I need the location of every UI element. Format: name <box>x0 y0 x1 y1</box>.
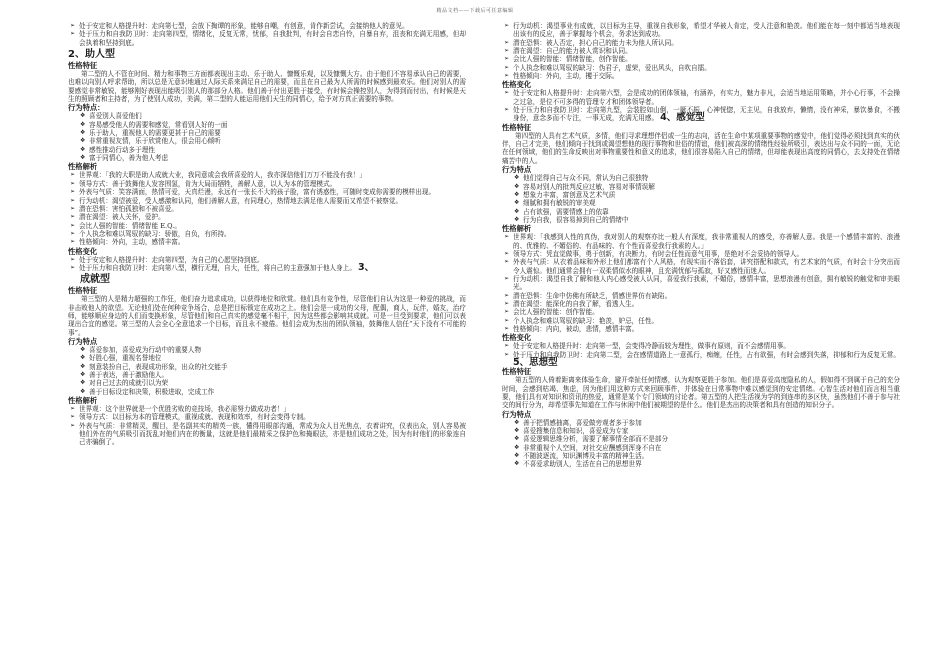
diamond-bullet-icon: ❖ <box>80 354 86 362</box>
section-number: 4、感觉型 <box>660 112 705 124</box>
bullet-text: 容易对别人的批判反应过敏，容易对事情误解 <box>523 182 655 191</box>
subsection-heading: 性格特征 <box>68 286 98 296</box>
bullet-text: 外表与气质：非常精灵，醒目，是名副其实的精英一族，懂得用眼部沟通，常成为众人目光焦点，衣着讲究，仪表出众，别人容易被他们外在的气质吸引而抚乱对他们内在的衡量，这就是他们最精采之保护色和掩眼法，亦是他们成功之处，因为有时他们的形象连自己亦骗倒了。 <box>79 421 466 447</box>
feature-bullet <box>512 419 900 427</box>
bullet-text: 世界观：「我的大职是助人成就大业，我同意或会我所喜爱的人，我亦深信他们万万不能没有我！」 <box>79 171 366 180</box>
diamond-bullet-icon: ❖ <box>80 345 86 353</box>
bullet-text: 处于压力和自我防卫时：走向第四型，情绪化，反复无常，忧郁，自我批判，有时会自恋自怜，自暴自弃，沮丧和充满无用感，但却会执着和坚持到底。 <box>79 30 466 47</box>
diamond-bullet-icon: ❖ <box>80 387 86 395</box>
analysis-bullet <box>68 171 466 179</box>
analysis-bullet <box>502 325 900 333</box>
diamond-bullet-icon: ❖ <box>80 145 86 153</box>
arrow-bullet-icon: ➢ <box>504 106 510 114</box>
analysis-bullet <box>68 261 466 273</box>
arrow-bullet-icon: ➢ <box>70 204 76 212</box>
bullet-text: 领导方式：以目标为本的管理模式，重视成就、表现和效率，有时会变得专制。 <box>79 413 310 422</box>
diamond-bullet-icon: ❖ <box>514 418 520 426</box>
subsection-heading: 行为特点 <box>502 165 532 175</box>
bullet-text: 处于压力和自我防卫时：走向第二型，会在感情道路上一意孤行，痴缠，任性，占有欲强，有时会感到失落，抑郁和行为反复无常。 <box>513 350 900 359</box>
arrow-bullet-icon: ➢ <box>70 30 76 38</box>
feature-bullet <box>512 216 900 224</box>
subsection-heading: 行为特点 <box>502 409 532 419</box>
diamond-bullet-icon: ❖ <box>514 174 520 182</box>
bullet-text: 领导方式：凭直觉做事，勇于创新，有决断力，有时会任性而意气用事，是绝对不会妥协的领导人。 <box>513 249 804 258</box>
feature-bullet <box>512 183 900 191</box>
arrow-bullet-icon: ➢ <box>70 171 76 179</box>
analysis-bullet <box>68 222 466 230</box>
right-column <box>502 22 900 469</box>
page-header: 精品文档——下载后可任意编辑 <box>436 8 514 14</box>
arrow-bullet-icon: ➢ <box>504 47 510 55</box>
feature-bullet <box>78 112 466 120</box>
analysis-bullet <box>502 317 900 325</box>
diamond-bullet-icon: ❖ <box>80 371 86 378</box>
feature-bullet <box>78 154 466 162</box>
diamond-bullet-icon: ❖ <box>514 190 520 198</box>
diamond-bullet-icon: ❖ <box>514 435 520 443</box>
subsection-heading: 性格变化 <box>502 80 532 90</box>
section-number: 5、思想型 <box>513 357 558 369</box>
analysis-bullet <box>502 106 900 123</box>
arrow-bullet-icon: ➢ <box>70 196 76 204</box>
feature-bullet <box>78 363 466 371</box>
bullet-text: 性格倾向：外向，主动，攫于交际。 <box>513 72 619 81</box>
bullet-text: 善于把情感抽离，喜爱做旁观者多于参加 <box>523 418 642 427</box>
feature-bullet <box>512 435 900 443</box>
analysis-bullet <box>68 256 466 264</box>
analysis-bullet <box>68 213 466 221</box>
bullet-text: 处于压力和自我防卫时：走向第九型，会装腔如山倒，一厥不振，心神恍惚，无主见，自我放弃，懒惰，没有神采，暴饮暴食，不搬身份，意念多而不专注，一事无成，充满无用感。 <box>513 106 900 123</box>
section-title: 成就型 <box>80 274 110 286</box>
diamond-bullet-icon: ❖ <box>80 129 86 137</box>
arrow-bullet-icon: ➢ <box>504 299 510 307</box>
bullet-text: 潜在恐惧：害怕孤独和不被喜爱。 <box>79 204 178 213</box>
feature-bullet <box>78 146 466 154</box>
diamond-bullet-icon: ❖ <box>514 427 520 435</box>
arrow-bullet-icon: ➢ <box>70 421 76 429</box>
bullet-text: 喜爱参加，喜爱成为行动中的重要人物 <box>89 345 202 354</box>
arrow-bullet-icon: ➢ <box>504 350 510 358</box>
analysis-bullet <box>68 422 466 447</box>
analysis-bullet <box>502 22 900 39</box>
feature-bullet <box>78 121 466 129</box>
bullet-text: 细腻和拥有敏锐的审美观 <box>523 199 596 208</box>
subsection-heading: 性格变化 <box>502 333 532 343</box>
arrow-bullet-icon: ➢ <box>70 22 76 29</box>
bullet-text: 刻意装扮自己，表现成功形象，出众的社交能手 <box>89 362 228 371</box>
bullet-text: 不随波逐流，知识渊博及丰富的精神生活。 <box>523 452 649 461</box>
bullet-text: 潜在恐惧：生命中仿佛有所缺乏，情感世界仿有缺陷。 <box>513 291 672 300</box>
analysis-bullet <box>68 188 466 196</box>
arrow-bullet-icon: ➢ <box>504 249 510 257</box>
arrow-bullet-icon: ➢ <box>504 233 510 241</box>
bullet-text: 性格倾向：外向，主动，感情丰富。 <box>79 238 185 247</box>
bullet-text: 不喜爱求助别人，生活在自己的思想世界 <box>523 460 642 469</box>
diamond-bullet-icon: ❖ <box>514 199 520 207</box>
bullet-text: 喜爱搜集信息和知识，喜爱成为专家 <box>523 427 629 436</box>
feature-bullet <box>78 137 466 145</box>
bullet-text: 世界观：这个世界就是一个优胜劣败的竞技场，我必需努力做成功者！」 <box>79 405 290 414</box>
subsection-heading: 性格特征 <box>502 122 532 132</box>
arrow-bullet-icon: ➢ <box>504 258 510 266</box>
bullet-text: 处于压力和自我防卫时：走向第八型，横行无理，自大，任性，将自己的主意强加于他人身上。 <box>79 263 356 272</box>
bullet-text: 乐于助人，重视他人的需要更甚于自己的需要 <box>89 129 221 138</box>
section-number: 3、 <box>358 261 375 273</box>
arrow-bullet-icon: ➢ <box>504 63 510 71</box>
arrow-bullet-icon: ➢ <box>504 89 510 97</box>
bullet-text: 容易感受他人的需要和感觉，常看别人好的一面 <box>89 120 228 129</box>
body-paragraph: 第三型的人是精力超强的工作狂，他们奋力追求成功，以获得地位和欣赏。他们具有竞争性，尽管他们自认为这是一种爱的挑战，而非击败他人的欲望。无论他们处在何种竞争场合，总是把目标锁定在成功之上。他们会是一成功的父母，配偶，商人，玩伴，婚友，治疗师，能够顺应身边的人们而变换形象，尽管他们和自己真实的感觉毫不相干，因为这些都会影响其成就。可是一旦受到要求，他们可以表现出合宜的感觉。第三型的人会全心全意追求一个目标，而且永不疲倦。他们会成为杰出的团队领袖，鼓舞他人信任“天下没有不可能的事”。 <box>68 295 466 337</box>
analysis-bullet <box>502 233 900 250</box>
bullet-text: 外表与气质：笑容满面，热情可爱，天真烂漫，永远有一张长不大的孩子脸，富有诱惑性，可随时变成你需要的模样出现。 <box>79 188 436 197</box>
feature-bullet <box>512 208 900 216</box>
diamond-bullet-icon: ❖ <box>80 112 86 120</box>
arrow-bullet-icon: ➢ <box>70 213 76 221</box>
bullet-text: 处于安定和人格提升时：走向第四型，为自己的心愿坚持到底。 <box>79 255 264 264</box>
bullet-text: 潜在渴望：被人关怀，爱护。 <box>79 213 165 222</box>
arrow-bullet-icon: ➢ <box>504 72 510 80</box>
arrow-bullet-icon: ➢ <box>70 238 76 246</box>
feature-bullet <box>512 460 900 468</box>
bullet-text: 会比人强的智能：情绪智能 E.Q.。 <box>79 221 181 230</box>
bullet-text: 行为自我，很容易掉到自己的情绪中 <box>523 215 629 224</box>
feature-bullet <box>78 388 466 396</box>
diamond-bullet-icon: ❖ <box>514 443 520 451</box>
arrow-bullet-icon: ➢ <box>70 413 76 421</box>
analysis-bullet <box>502 258 900 275</box>
feature-bullet <box>512 199 900 207</box>
subsection-heading: 性格解析 <box>68 162 98 172</box>
analysis-bullet <box>68 230 466 238</box>
analysis-bullet <box>502 351 900 368</box>
diamond-bullet-icon: ❖ <box>514 215 520 223</box>
section-title: 2、助人型 <box>68 49 115 61</box>
arrow-bullet-icon: ➢ <box>70 263 76 271</box>
analysis-bullet <box>68 413 466 421</box>
arrow-bullet-icon: ➢ <box>70 221 76 229</box>
bullet-text: 善于目标设定和决策，积极进取，完成工作 <box>89 387 215 396</box>
diamond-bullet-icon: ❖ <box>514 452 520 460</box>
bullet-text: 好胜心强，重视名誉地位 <box>89 354 162 363</box>
bullet-text: 感性推动行动多于理性 <box>89 145 155 154</box>
bullet-text: 喜爱逻辑思维分析，需要了解事情全部而不是部分 <box>523 435 669 444</box>
arrow-bullet-icon: ➢ <box>504 291 510 299</box>
analysis-bullet <box>68 30 466 47</box>
bullet-text: 喜爱别人喜爱他们 <box>89 112 142 121</box>
bullet-text: 潜在渴望：能深化的自我了解，看透人生。 <box>513 299 639 308</box>
arrow-bullet-icon: ➢ <box>70 229 76 237</box>
bullet-text: 善于表达，善于激励他人。 <box>89 371 169 379</box>
analysis-bullet <box>502 64 900 72</box>
bullet-text: 潜在恐惧：被人否定，担心自己的能力未为他人所认同。 <box>513 38 678 47</box>
bullet-text: 他们觉得自己与众不同，常认为自己很独特 <box>523 174 649 183</box>
diamond-bullet-icon: ❖ <box>514 207 520 215</box>
arrow-bullet-icon: ➢ <box>70 179 76 187</box>
bullet-text: 会比人强的智能：情绪智能，创作智能。 <box>513 55 632 64</box>
bullet-text: 领导方式：善于鼓舞他人发容围氢，肯为大局而牺牲，善解人意，以人为本的管理模式。 <box>79 179 337 188</box>
arrow-bullet-icon: ➢ <box>504 308 510 316</box>
subsection-heading: 行为特点： <box>68 103 105 113</box>
feature-bullet <box>512 444 900 452</box>
analysis-bullet <box>68 205 466 213</box>
subsection-heading: 性格特征 <box>502 367 532 377</box>
subsection-heading: 性格解析 <box>68 396 98 406</box>
subsection-heading: 性格变化 <box>68 246 98 256</box>
feature-bullet <box>512 174 900 182</box>
arrow-bullet-icon: ➢ <box>504 342 510 350</box>
arrow-bullet-icon: ➢ <box>504 316 510 324</box>
bullet-text: 处于安定和人格提升时：走向第一型，会变得冷静而较为理性，做事有原则，而不会感情用事。 <box>513 342 790 351</box>
body-paragraph: 第二型的人不管在时间、精力和事物三方面都表现出主动、乐于助人、慷慨乐观，以及慷慨大方。由于他们不容易承认自己的需要，也难以向别人呼求帮助，所以总是无意识地通过人际关系来满足自己的需要，而且在自己最为人所需的时候感到最欢乐。他们对别人的需要感觉非常敏锐，能够刚好表现出能吸引别人的那部分人格。他们善于付出更胜于接受，有时候会操控别人，为得到而付出，有时候是天生的照顾者和主持者，为了使别人成功，美满，第二型的人能运用他们天生的同情心，给予对方真正需要的事物。 <box>68 70 466 104</box>
body-paragraph: 第五型的人倚着距离来体验生命，避开牵扯任何情感，认为观察更胜于参加。他们是喜爱高度隐私的人，假如得不到属于自己的充分时间，会感到枯竭、焦虑，因为他们用这种方式来回顾事件，并体验在日常事物中难以感觉到的安定情绪。心智生活对他们而言相当重要，他们具有对知识和资讯的热爱，通常是某个专门领域的讨论者。第五型的人把生活视为学的到连串的多区快，虽然他们不善于参与社交的间行分为，却希望事先知道在工作与休闲中他们被期望的是什么。他们是杰出的决策者和具有创造的知识分子。 <box>502 376 900 410</box>
subsection-heading: 性格特征 <box>68 61 98 71</box>
diamond-bullet-icon: ❖ <box>514 460 520 468</box>
subsection-heading: 行为特点 <box>68 336 98 346</box>
arrow-bullet-icon: ➢ <box>504 274 510 282</box>
diamond-bullet-icon: ❖ <box>80 154 86 162</box>
bullet-text: 世界观：「我感到人性的真伪，我对别人的观察亦比一般人有深度，我非常重视人的感受，亦善解人意。我是一个感情丰富的、浪漫的、优雅的、不媚俗的、有品味的、有个性而喜爱我行我素的人。」 <box>513 233 900 250</box>
analysis-bullet <box>502 72 900 80</box>
diamond-bullet-icon: ❖ <box>80 120 86 128</box>
bullet-text: 个人执念和难以驾驭的缺习：艳羡，妒忌，任性。 <box>513 316 659 325</box>
bullet-text: 会比人强的智能：创作智能。 <box>513 308 599 317</box>
bullet-text: 对自己过去的成就引以为荣 <box>89 379 169 388</box>
arrow-bullet-icon: ➢ <box>70 405 76 413</box>
diamond-bullet-icon: ❖ <box>514 182 520 190</box>
bullet-text: 个人执念和难以驾驭的缺习：伪君子，虚荣，爱出风头，自吹自擂。 <box>513 63 711 72</box>
diamond-bullet-icon: ❖ <box>80 379 86 387</box>
bullet-text: 个人执念和难以驾驭的缺习：骄傲，自负，有所持。 <box>79 229 231 238</box>
bullet-text: 行为动机：渴望事业有成就，以目标为主导，重视自我形象，希望才华被人肯定，受人注意和艳羡。他们能在每一刻中都适当地表现出该有的反应，善于掌握每个机会，务求达到成功。 <box>513 22 900 39</box>
body-paragraph: 第四型的人具有艺术气质，多情，他们寻求理想伴侣或一生的志向，活在生命中某项重要事物的感觉中，他们觉得必须找到真实的伙伴，自己才完美，他们倾向于找到或渴望想他的现行事物和世俗的情谊，他们被高深的情绪性经验所吸引，表达出与众不同的一面，无论在任何领域，他们的生命反映出对事物重要性和意义的追求，他们很容易陷入自己的情绪，但却能表现出高度的同情心，去支持处在情绪痛苦中的人。 <box>502 131 900 165</box>
bullet-text: 外表与气质：从衣着品味和外形上他们都富有个人风格，有现实而不落俗套，讲究搭配和款式，有艺术家的气质，有时会十分突出而令人震惊。他们通常会拥有一双柔情似水的眼神，且充满忧郁与孤寂，好又感性而迷人。 <box>513 258 900 275</box>
bullet-text: 非常重视友情，乐于欣赏他人，很会用心倾听 <box>89 137 221 146</box>
analysis-bullet <box>502 89 900 106</box>
feature-bullet <box>512 191 900 199</box>
bullet-text: 行为动机：渴望被爱，受人感激和认同，他们善解人意，有同理心，热情地去满足他人需要而又希望不被察觉。 <box>79 196 403 205</box>
bullet-text: 潜在渴望：自己的能力被人赏识和认同。 <box>513 47 632 56</box>
feature-bullet <box>78 379 466 387</box>
bullet-text: 处于安定和人格提升时：走向第七型，会放下掏谭的形象，能够自嘲，有创意，肯作新尝试，会接纳他人的意见。 <box>79 22 409 30</box>
analysis-bullet <box>68 180 466 188</box>
bullet-text: 想象力丰富，富创意及艺术气质 <box>523 190 616 199</box>
bullet-text: 处于安定和人格提升时：走向第六型，会是成功的团体领袖，有涵养，有实力，魅力非凡，会适当地运用策略，并小心行事，不会操之过急，是位不可多得的管理专才和团体领导者。 <box>513 89 900 106</box>
arrow-bullet-icon: ➢ <box>504 325 510 332</box>
analysis-bullet <box>502 39 900 47</box>
bullet-text: 占有欲强，需要情感上的依靠 <box>523 207 609 216</box>
analysis-bullet <box>502 250 900 258</box>
subsection-heading: 性格解析 <box>502 224 532 234</box>
bullet-text: 行为动机：渴望自我了解和他人内心感受被人认同，喜爱我行我素，不媚俗，感情丰富，思想浪漫有创意，拥有敏锐的触觉和审美眼光。 <box>513 274 900 292</box>
analysis-bullet <box>68 197 466 205</box>
arrow-bullet-icon: ➢ <box>504 38 510 46</box>
bullet-text: 性格倾向：内向，被动，悲情，感情丰富。 <box>513 325 639 333</box>
arrow-bullet-icon: ➢ <box>70 255 76 263</box>
arrow-bullet-icon: ➢ <box>504 22 510 29</box>
left-column <box>68 22 466 447</box>
analysis-bullet <box>502 308 900 316</box>
analysis-bullet <box>502 292 900 300</box>
bullet-text: 富于同情心，善为他人考虑 <box>89 154 169 163</box>
analysis-bullet <box>502 275 900 292</box>
bullet-text: 非常重视个人空间，对社交应酬感到浑身不自在 <box>523 443 662 452</box>
feature-bullet <box>78 354 466 362</box>
analysis-bullet <box>68 238 466 246</box>
analysis-bullet <box>502 55 900 63</box>
diamond-bullet-icon: ❖ <box>80 362 86 370</box>
arrow-bullet-icon: ➢ <box>70 188 76 196</box>
analysis-bullet <box>502 342 900 350</box>
arrow-bullet-icon: ➢ <box>504 55 510 63</box>
diamond-bullet-icon: ❖ <box>80 137 86 145</box>
